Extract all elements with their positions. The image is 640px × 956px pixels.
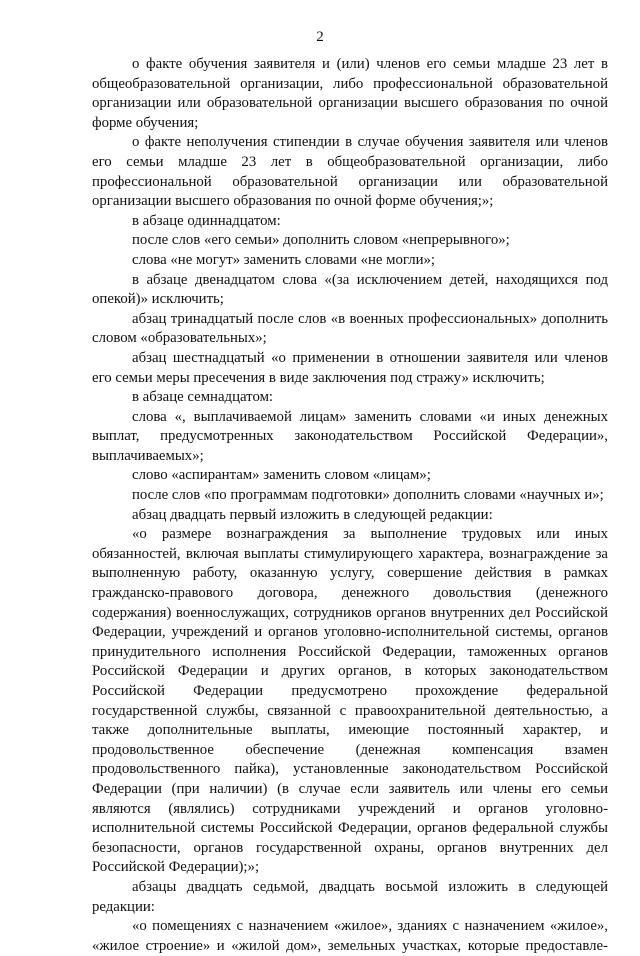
paragraph: «о помещениях с назначением «жилое», зданиях с назначением «жилое», «жилое строение» и «жилой дом», земельных участках, которые предоставле- (92, 918, 608, 954)
paragraph: после слов «по программам подготовки» дополнить словами «научных и»; (132, 487, 604, 504)
paragraph: абзацы двадцать седьмой, двадцать восьмой изложить в следующей редакции: (92, 878, 608, 915)
paragraph: о факте обучения заявителя и (или) членов его семьи младше 23 лет в общеобразовательной организации, либо профессиональной образовательной организации или образовательной организации высшего образования по очной форме обучения; (92, 56, 608, 131)
paragraph: слова «не могут» заменить словами «не могли»; (132, 251, 436, 268)
paragraph: абзац шестнадцатый «о применении в отношении заявителя или членов его семьи меры пресечения в виде заключения под стражу» исключить; (92, 349, 608, 386)
paragraph: абзац тринадцатый после слов «в военных профессиональных» дополнить словом «образовательных»; (92, 310, 608, 347)
paragraph: после слов «его семьи» дополнить словом «непрерывного»; (132, 232, 510, 249)
document-body (92, 55, 608, 956)
paragraph: в абзаце двенадцатом слова «(за исключением детей, находящихся под опекой)» исключить; (92, 271, 608, 308)
paragraph: «о размере вознаграждения за выполнение трудовых или иных обязанностей, включая выплаты стимулирующего характера, вознаграждение за выполненную работу, оказанную услугу, совершение действия в рамках гражданско-правового договора, денежного довольствия (денежного содержания) военнослужащих, сотрудников органов внутренних дел Российской Федерации, учреждений и органов уголовно-исполнительной системы, органов принудительного исполнения Российской Федерации, таможенных органов Российской Федерации и других органов, в которых законодательством Российской Федерации предусмотрено прохождение федеральной государственной службы, связанной с правоохранительной деятельностью, а также дополнительные выплаты, имеющие постоянный характер, и продовольственное обеспечение (денежная компенсация взамен продовольственного пайка), установленные законодательством Российской Федерации (при наличии) (в случае если заявитель или члены его семьи являются (являлись) сотрудниками учреждений и органов уголовно-исполнительной системы Российской Федерации, органов федеральной службы безопасности, органов государственной охраны, органов внутренних дел Российской Федерации);»; (92, 526, 608, 876)
paragraph: в абзаце одиннадцатом: (132, 212, 281, 229)
paragraph: в абзаце семнадцатом: (132, 389, 274, 406)
paragraph: абзац двадцать первый изложить в следующей редакции: (132, 506, 493, 523)
paragraph: о факте неполучения стипендии в случае обучения заявителя или членов его семьи младше 23 лет в общеобразовательной организации, либо профессиональной образовательной организации или образовательной организации высшего образования по очной форме обучения;»; (92, 134, 608, 210)
paragraph: слова «, выплачиваемой лицам» заменить словами «и иных денежных выплат, предусмотренных законодательством Российской Федерации», выплачиваемых»; (92, 408, 608, 464)
paragraph: слово «аспирантам» заменить словом «лицам»; (132, 467, 431, 484)
page-number: 2 (316, 29, 324, 45)
